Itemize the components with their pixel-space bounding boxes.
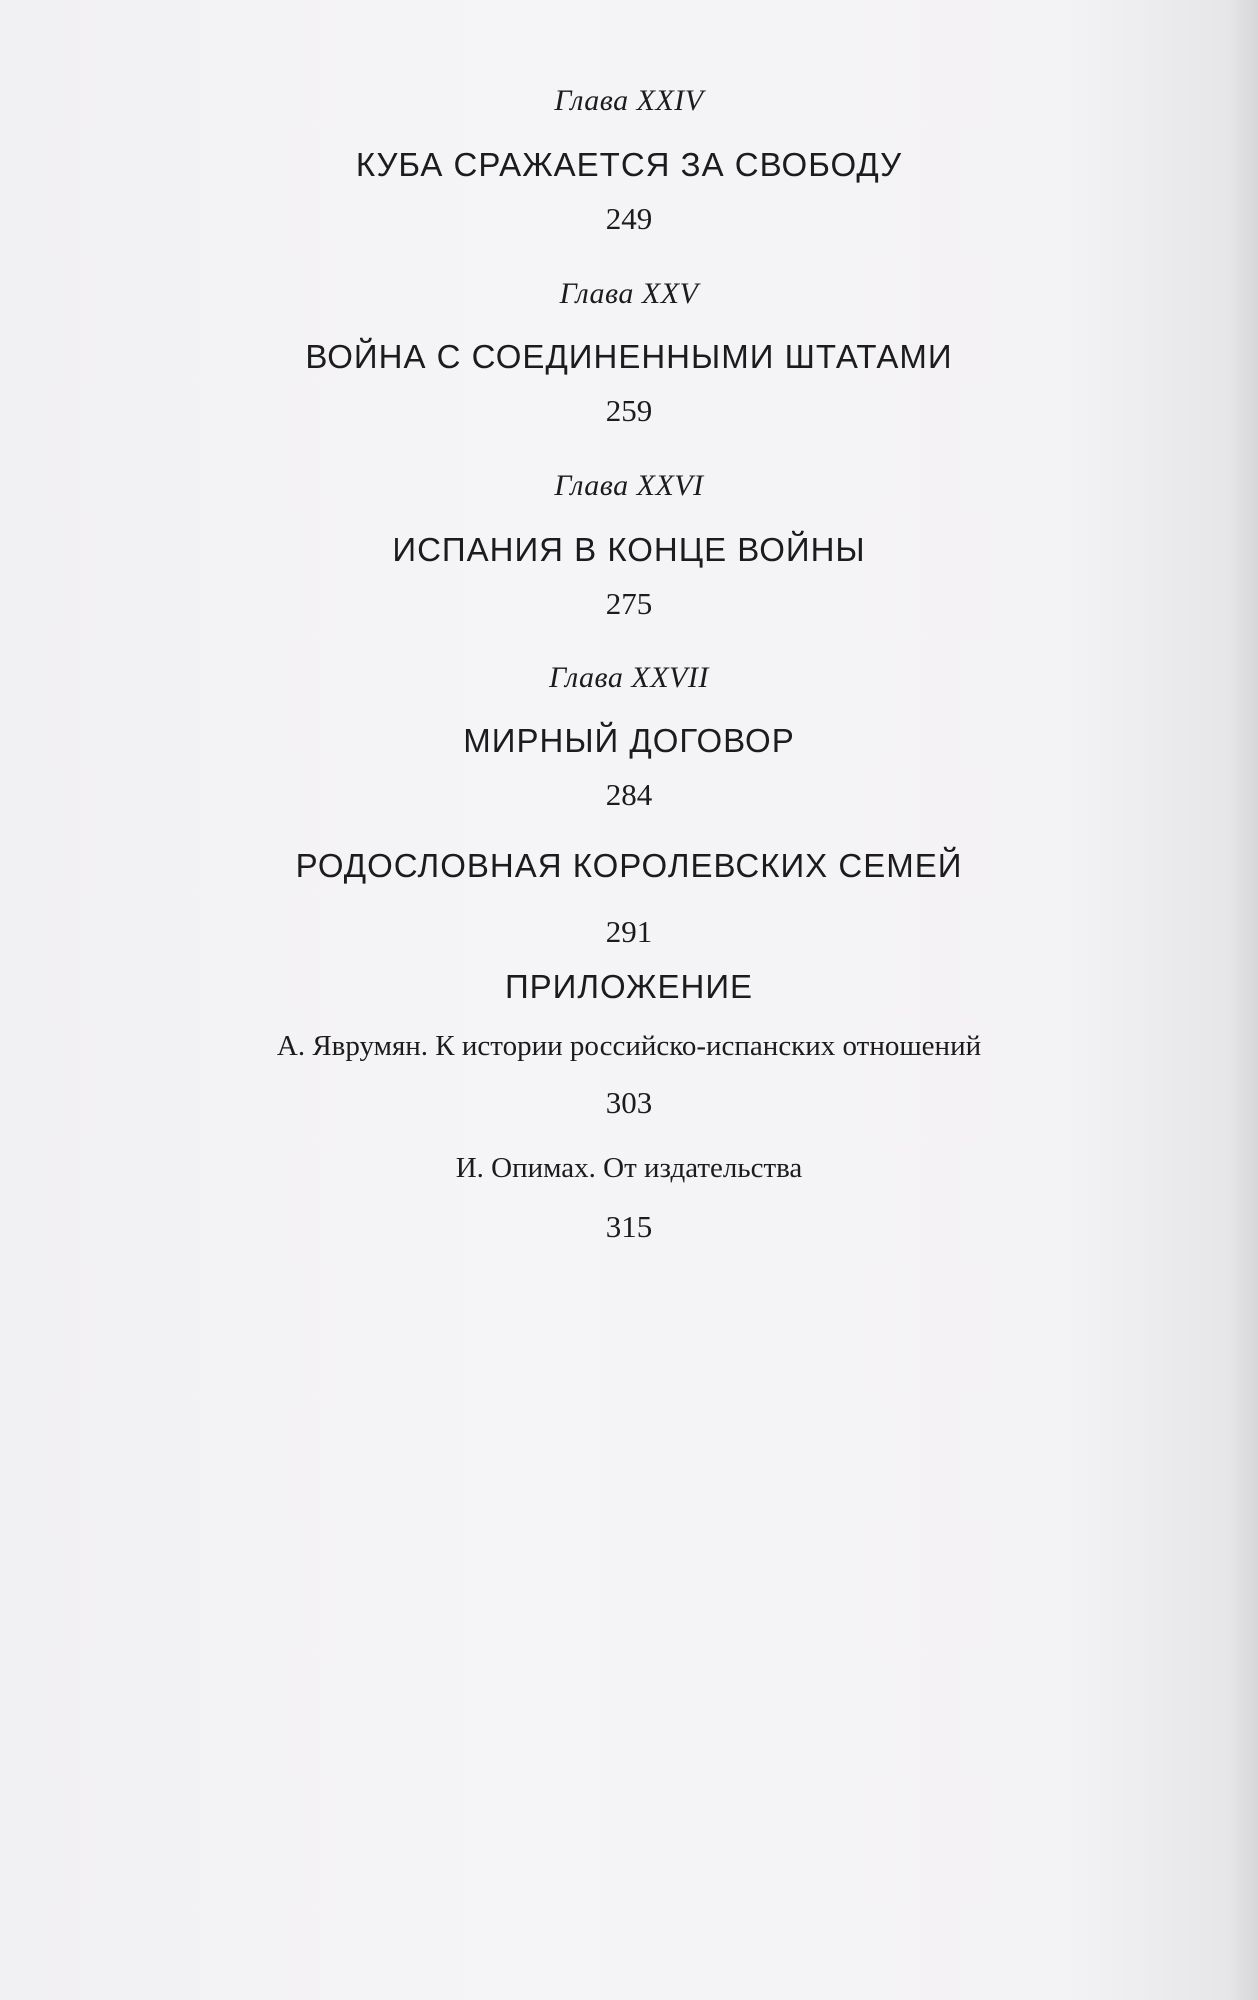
chapter-title-26: ИСПАНИЯ В КОНЦЕ ВОЙНЫ <box>392 531 866 568</box>
chapter-label-26: Глава XXVI <box>554 469 704 502</box>
chapter-title-25: ВОЙНА С СОЕДИНЕННЫМИ ШТАТАМИ <box>305 338 953 375</box>
appendix-title: ПРИЛОЖЕНИЕ <box>504 968 754 1005</box>
page-number-25: 259 <box>605 393 653 428</box>
chapter-label-25: Глава XXV <box>559 277 699 310</box>
page-number-27: 284 <box>605 777 653 812</box>
chapter-label-27: Глава XXVII <box>549 661 709 694</box>
genealogy-page-number: 291 <box>605 914 653 949</box>
appendix-item-1-page-number: 303 <box>605 1085 653 1120</box>
chapter-title-27: МИРНЫЙ ДОГОВОР <box>463 722 795 759</box>
appendix-item-1: А. Яврумян. К истории российско-испанских отношений <box>276 1030 982 1062</box>
chapter-label-24: Глава XXIV <box>554 84 704 117</box>
page-number-24: 249 <box>605 201 653 236</box>
chapter-title-24: КУБА СРАЖАЕТСЯ ЗА СВОБОДУ <box>355 146 903 183</box>
appendix-item-2: И. Опимах. От издательства <box>455 1152 803 1184</box>
page-number-26: 275 <box>605 586 653 621</box>
genealogy-title: РОДОСЛОВНАЯ КОРОЛЕВСКИХ СЕМЕЙ <box>295 847 963 884</box>
appendix-item-2-page-number: 315 <box>605 1209 653 1244</box>
